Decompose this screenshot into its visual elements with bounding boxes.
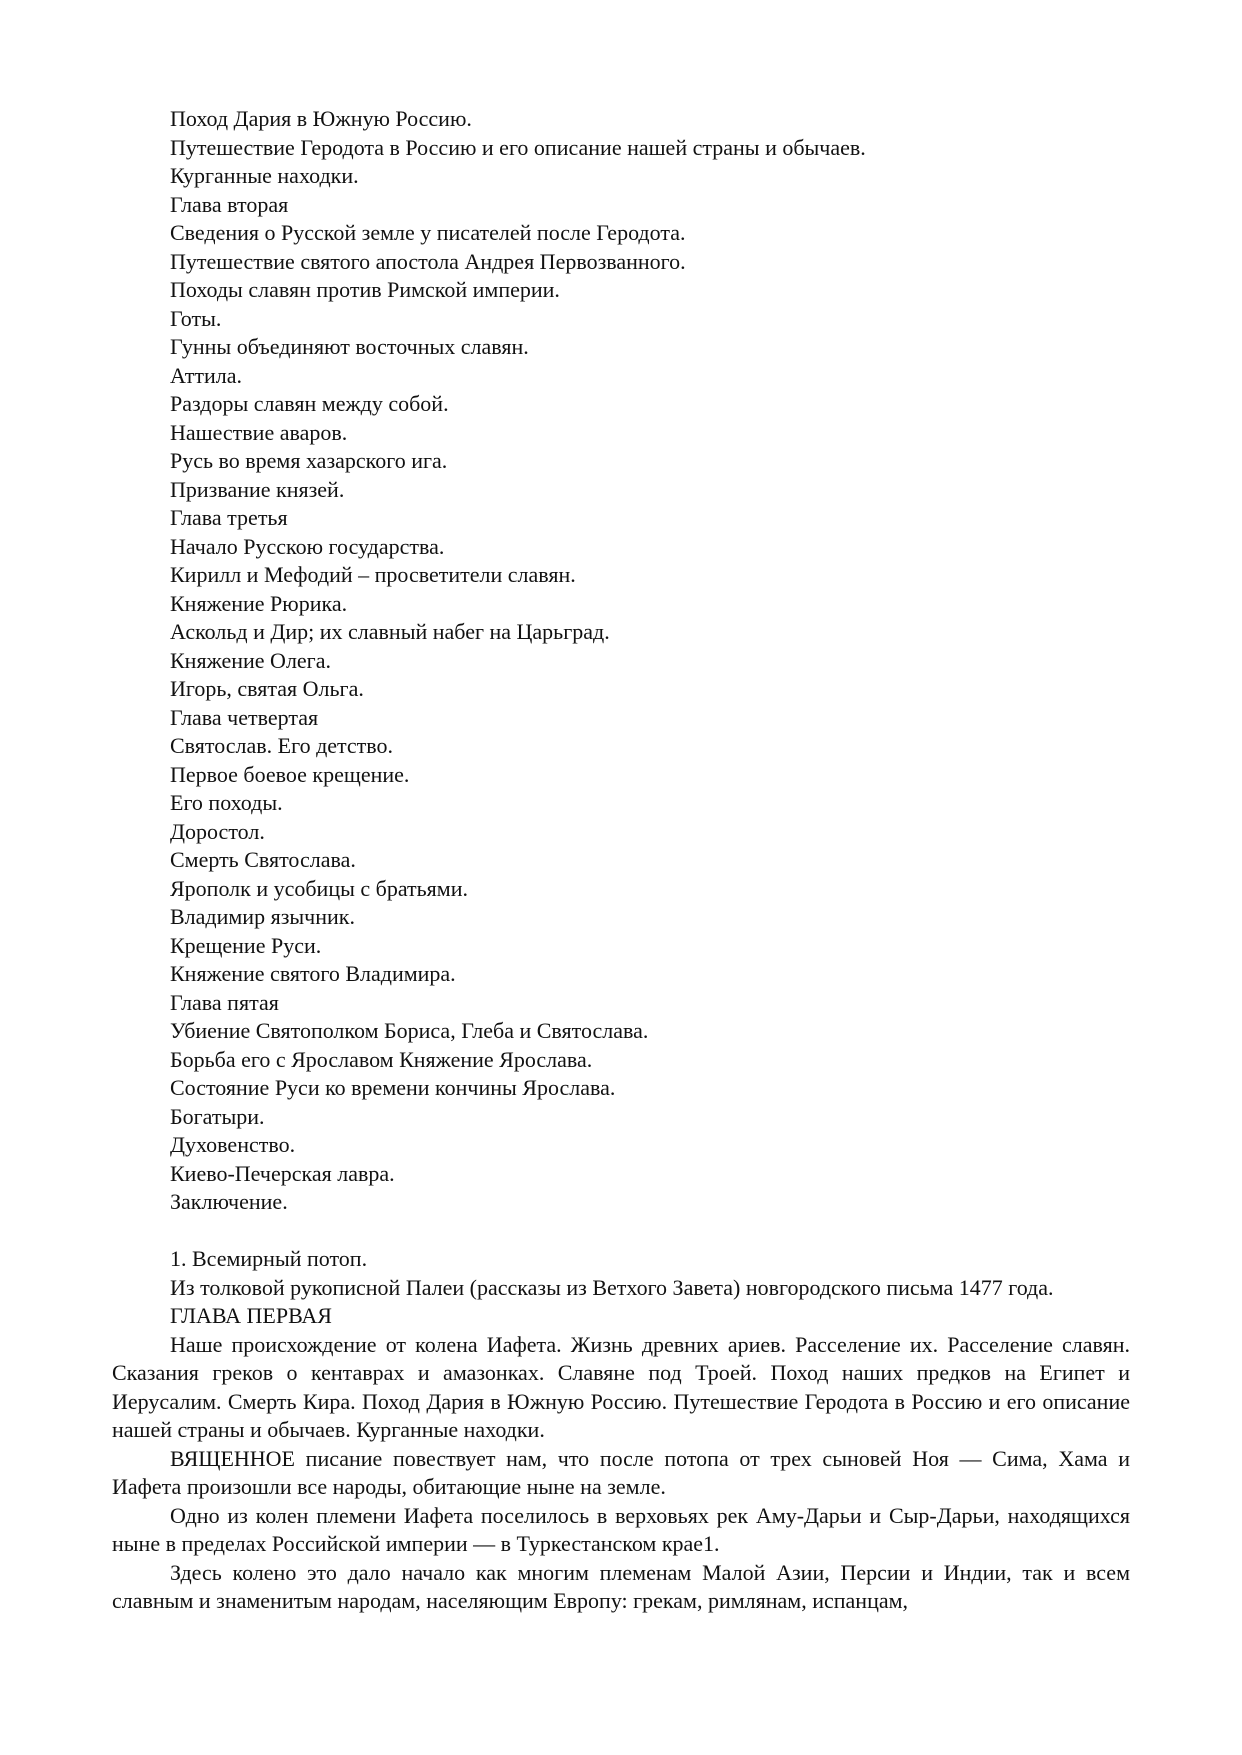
toc-line: Поход Дария в Южную Россию. bbox=[170, 106, 472, 131]
toc-line: Его походы. bbox=[170, 790, 283, 815]
table-of-contents bbox=[170, 105, 1130, 1217]
toc-line: Курганные находки. bbox=[170, 163, 359, 188]
chapter-heading: ГЛАВА ПЕРВАЯ bbox=[170, 1303, 332, 1328]
toc-line: Духовенство. bbox=[170, 1132, 296, 1157]
toc-line: Раздоры славян между собой. bbox=[170, 391, 449, 416]
paragraph: ВЯЩЕННОЕ писание повествует нам, что после потопа от трех сыновей Ноя — Сима, Хама и Иафета произошли все народы, обитающие ныне на земле. bbox=[112, 1445, 1130, 1499]
toc-line: Владимир язычник. bbox=[170, 904, 355, 929]
toc-line: Гунны объединяют восточных славян. bbox=[170, 334, 529, 359]
toc-line: Святослав. Его детство. bbox=[170, 733, 394, 758]
body-text bbox=[112, 1245, 1130, 1616]
toc-line: Княжение Рюрика. bbox=[170, 590, 348, 616]
toc-line: Состояние Руси ко времени кончины Ярослава. bbox=[170, 1075, 616, 1100]
source-note: Из толковой рукописной Палеи (рассказы из Ветхого Завета) новгородского письма 1477 года. bbox=[170, 1274, 1054, 1300]
toc-line: Киево-Печерская лавра. bbox=[170, 1160, 395, 1186]
toc-line: Сведения о Русской земле у писателей после Геродота. bbox=[170, 220, 686, 245]
toc-line: Богатыри. bbox=[170, 1103, 265, 1129]
toc-line: Игорь, святая Ольга. bbox=[170, 676, 364, 701]
toc-line: Путешествие Геродота в Россию и его описание нашей страны и обычаев. bbox=[170, 134, 866, 160]
toc-line: Смерть Святослава. bbox=[170, 847, 356, 872]
toc-line: Аттила. bbox=[170, 362, 243, 388]
toc-line: Кирилл и Мефодий – просветители славян. bbox=[170, 562, 576, 587]
toc-line: Путешествие святого апостола Андрея Первозванного. bbox=[170, 248, 686, 274]
toc-line: Нашествие аваров. bbox=[170, 419, 348, 445]
toc-line: Заключение. bbox=[170, 1189, 288, 1214]
toc-line: Русь во время хазарского ига. bbox=[170, 448, 448, 473]
toc-line: Ярополк и усобицы с братьями. bbox=[170, 875, 468, 901]
toc-chapter-heading: Глава третья bbox=[170, 505, 288, 530]
section-number-title: 1. Всемирный потоп. bbox=[170, 1246, 368, 1271]
toc-line: Начало Русскою государства. bbox=[170, 533, 445, 559]
toc-line: Княжение святого Владимира. bbox=[170, 961, 456, 986]
toc-chapter-heading: Глава пятая bbox=[170, 989, 279, 1015]
toc-chapter-heading: Глава четвертая bbox=[170, 704, 319, 730]
toc-line: Походы славян против Римской империи. bbox=[170, 277, 560, 302]
toc-line: Княжение Олега. bbox=[170, 647, 331, 673]
paragraph: Здесь колено это дало начало как многим племенам Малой Азии, Персии и Индии, так и всем славным и знаменитым народам, населяющим Европу: грекам, римлянам, испанцам, bbox=[112, 1559, 1130, 1613]
paragraph: Одно из колен племени Иафета поселилось в верховьях рек Аму-Дарьи и Сыр-Дарьи, находящихся ныне в пределах Российской империи — в Туркестанском крае1. bbox=[112, 1502, 1130, 1556]
toc-line: Призвание князей. bbox=[170, 476, 345, 502]
toc-line: Готы. bbox=[170, 305, 222, 331]
toc-chapter-heading: Глава вторая bbox=[170, 191, 289, 217]
toc-line: Доростол. bbox=[170, 818, 265, 844]
toc-line: Борьба его с Ярославом Княжение Ярослава. bbox=[170, 1046, 593, 1072]
toc-line: Первое боевое крещение. bbox=[170, 761, 410, 787]
toc-line: Убиение Святополком Бориса, Глеба и Святослава. bbox=[170, 1018, 649, 1043]
toc-line: Крещение Руси. bbox=[170, 932, 322, 958]
toc-line: Аскольд и Дир; их славный набег на Царьград. bbox=[170, 619, 610, 644]
chapter-summary: Наше происхождение от колена Иафета. Жизнь древних ариев. Расселение их. Расселение славян. Сказания греков о кентаврах и амазонках. Славяне под Троей. Поход наших предков на Египет и Иерусалим. Смерть Кира. Поход Дария в Южную Россию. Путешествие Геродота в Россию и его описание нашей страны и обычаев. Курганные находки. bbox=[112, 1331, 1130, 1442]
